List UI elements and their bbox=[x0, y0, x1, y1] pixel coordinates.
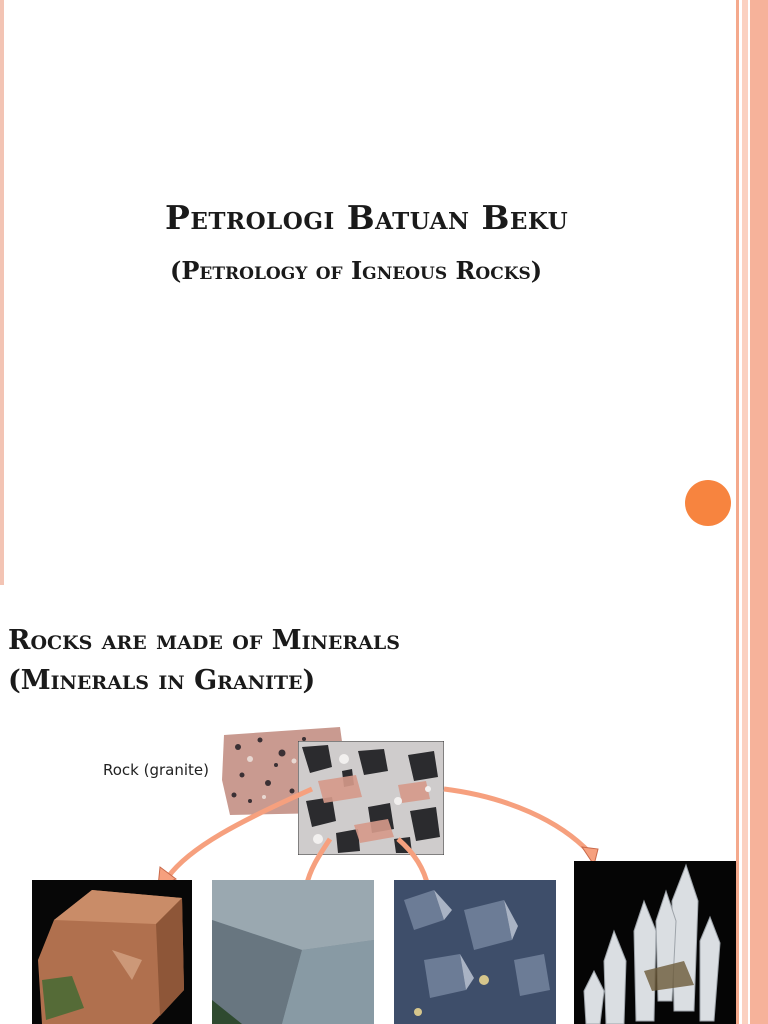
slide-minerals bbox=[0, 585, 768, 1024]
orange-circle-decoration bbox=[685, 480, 731, 526]
mineral-photo-hornblende bbox=[394, 880, 556, 1024]
heading-line-2: (Minerals in Granite) bbox=[8, 665, 316, 696]
left-accent-stripe bbox=[0, 0, 4, 585]
right-accent-band bbox=[736, 0, 739, 585]
right-accent-band bbox=[742, 0, 748, 585]
slide-title-text: Petrologi Batuan Beku bbox=[165, 198, 569, 237]
mineral-photo-feldspar bbox=[32, 880, 192, 1024]
right-accent-band bbox=[750, 0, 768, 585]
mineral-photo-mica bbox=[212, 880, 374, 1024]
rock-granite-label: Rock (granite) bbox=[103, 761, 209, 779]
slide-subtitle-text: (Petrology of Igneous Rocks) bbox=[170, 256, 543, 285]
mineral-photo-quartz bbox=[574, 861, 736, 1024]
heading-line-1: Rocks are made of Minerals bbox=[8, 625, 400, 656]
